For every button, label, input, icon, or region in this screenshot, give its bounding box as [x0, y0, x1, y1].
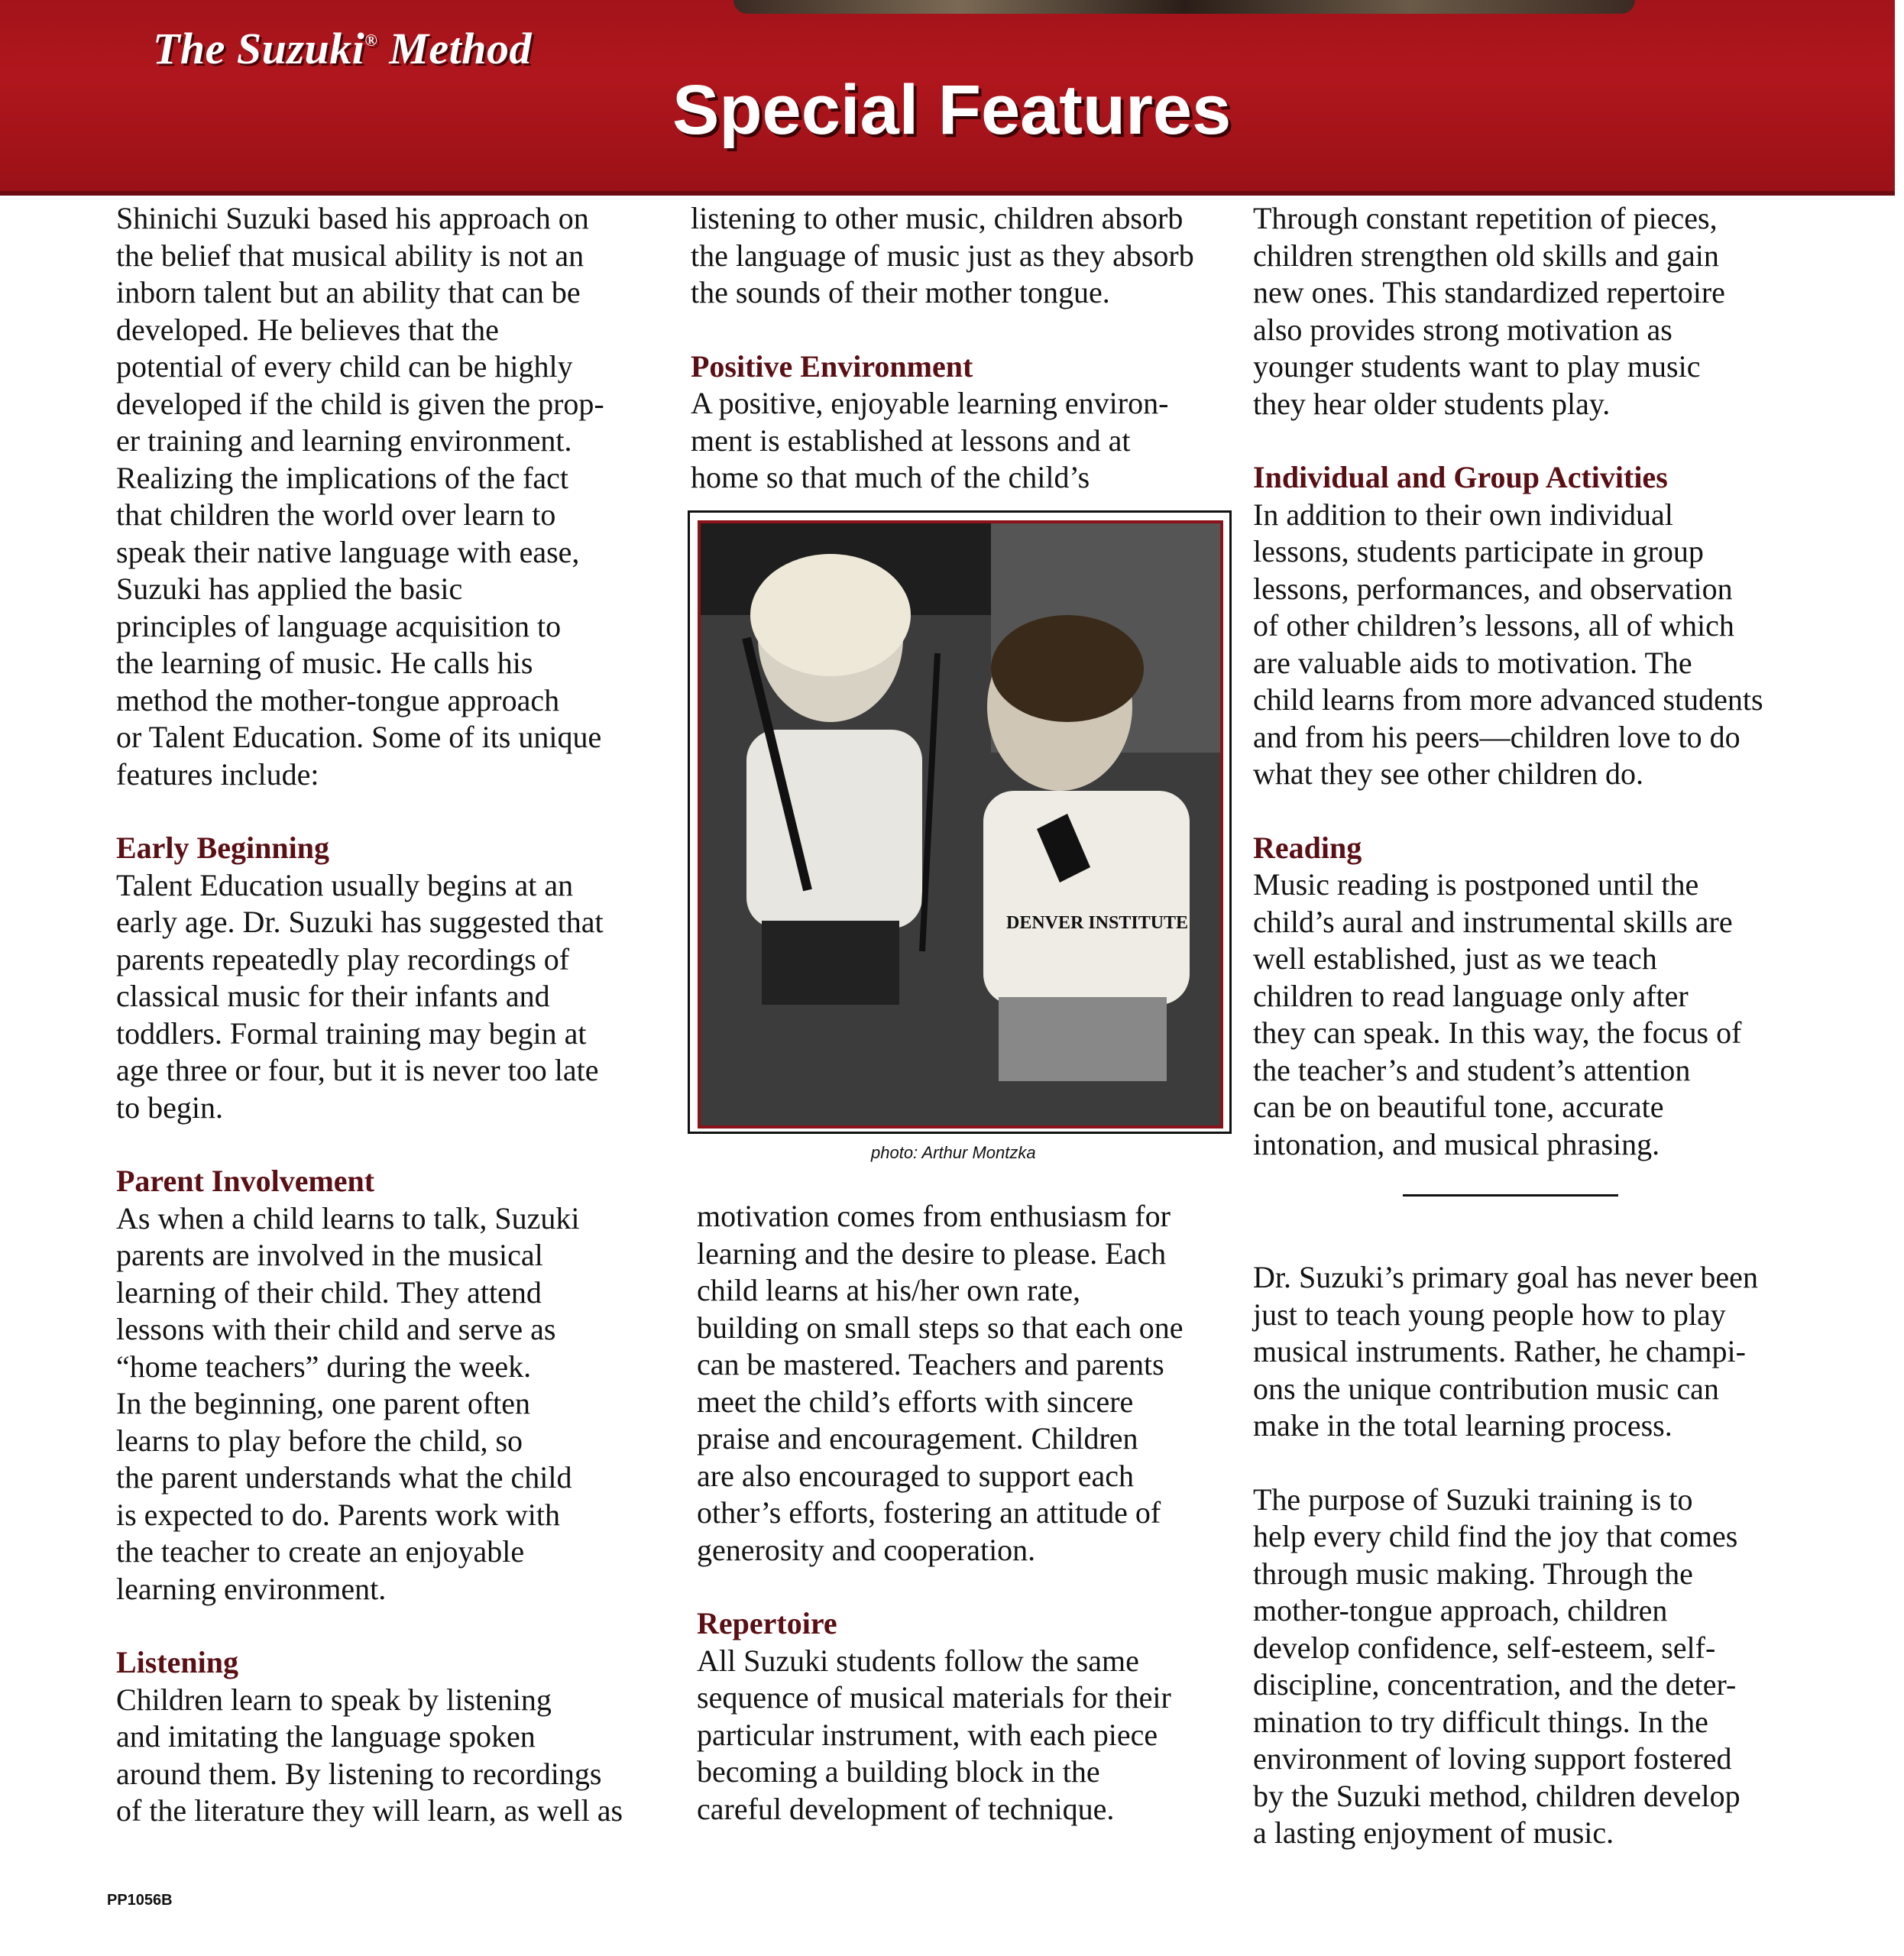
- text-line: developed if the child is given the prop-: [116, 386, 604, 421]
- series-title: [153, 23, 532, 74]
- heading-group-activities: Individual and Group Activities: [1253, 460, 1668, 494]
- series-title-suffix: Method: [377, 24, 533, 73]
- text-line: potential of every child can be highly: [116, 349, 573, 384]
- text-line: careful development of technique.: [697, 1791, 1115, 1826]
- text-line: classical music for their infants and: [116, 979, 550, 1013]
- text-line: Shinichi Suzuki based his approach on: [116, 201, 589, 235]
- text-line: mination to try difficult things. In the: [1253, 1704, 1708, 1739]
- text-line: particular instrument, with each piece: [697, 1717, 1158, 1752]
- early-beginning-paragraph: [116, 867, 682, 1127]
- text-line: what they see other children do.: [1253, 756, 1643, 791]
- text-line: of other children’s lessons, all of which: [1253, 608, 1734, 643]
- text-line: also provides strong motivation as: [1253, 312, 1672, 347]
- text-line: Music reading is postponed until the: [1253, 867, 1699, 902]
- text-line: The purpose of Suzuki training is to: [1253, 1482, 1693, 1517]
- text-line: the language of music just as they absorb: [691, 238, 1194, 273]
- text-line: child learns at his/her own rate,: [697, 1273, 1081, 1307]
- text-line: er training and learning environment.: [116, 423, 572, 458]
- heading-reading: Reading: [1253, 830, 1362, 865]
- photo-illustration: [701, 523, 1220, 1125]
- text-line: Suzuki has applied the basic: [116, 572, 463, 606]
- parent-involvement-paragraph: [116, 1200, 682, 1608]
- text-line: the teacher’s and student’s attention: [1253, 1052, 1691, 1087]
- photo-caption: photo: Arthur Montzka: [871, 1143, 1036, 1162]
- text-line: around them. By listening to recordings: [116, 1756, 602, 1791]
- text-line: the learning of music. He calls his: [116, 646, 533, 680]
- text-line: early age. Dr. Suzuki has suggested that: [116, 905, 604, 939]
- text-line: parents are involved in the musical: [116, 1238, 543, 1272]
- text-line: As when a child learns to talk, Suzuki: [116, 1200, 580, 1235]
- section-divider: [1403, 1194, 1618, 1197]
- text-line: inborn talent but an ability that can be: [116, 275, 581, 309]
- text-line: becoming a building block in the: [697, 1754, 1100, 1789]
- text-line: well established, just as we teach: [1253, 941, 1657, 976]
- heading-listening: Listening: [116, 1645, 239, 1679]
- text-line: praise and encouragement. Children: [697, 1421, 1138, 1456]
- text-line: and from his peers—children love to do: [1253, 719, 1740, 754]
- text-line: by the Suzuki method, children develop: [1253, 1778, 1740, 1813]
- text-line: In the beginning, one parent often: [116, 1386, 531, 1420]
- text-line: Talent Education usually begins at an: [116, 867, 574, 902]
- text-line: they can speak. In this way, the focus of: [1253, 1015, 1742, 1050]
- text-line: mother-tongue approach, children: [1253, 1593, 1668, 1627]
- text-line: motivation comes from enthusiasm for: [697, 1199, 1171, 1233]
- text-line: the sounds of their mother tongue.: [691, 275, 1110, 309]
- column-2-bottom: [697, 1198, 1247, 1828]
- positive-environment-paragraph: [691, 385, 1241, 497]
- child-2-shorts: [999, 997, 1167, 1081]
- text-line: the teacher to create an enjoyable: [116, 1534, 525, 1569]
- text-line: learns to play before the child, so: [116, 1423, 523, 1458]
- text-line: ons the unique contribution music can: [1253, 1371, 1719, 1406]
- text-line: learning of their child. They attend: [116, 1274, 542, 1310]
- repertoire-continued-paragraph: [1253, 200, 1834, 423]
- heading-parent-involvement: Parent Involvement: [116, 1164, 375, 1198]
- header-banner: [0, 0, 1895, 196]
- text-line: younger students want to play music: [1253, 349, 1701, 384]
- text-line: through music making. Through the: [1253, 1556, 1693, 1591]
- text-line: and imitating the language spoken: [116, 1719, 536, 1754]
- child-2-shirt: [983, 791, 1190, 1005]
- listening-continued-paragraph: [691, 200, 1241, 312]
- goal-paragraph: [1253, 1259, 1834, 1445]
- child-1-shorts: [762, 921, 899, 1005]
- text-line: are valuable aids to motivation. The: [1253, 645, 1692, 680]
- text-line: that children the world over learn to: [116, 497, 556, 532]
- text-line: new ones. This standardized repertoire: [1253, 275, 1725, 309]
- banner-photo-strip: [733, 0, 1635, 14]
- text-line: a lasting enjoyment of music.: [1253, 1815, 1614, 1850]
- text-line: meet the child’s efforts with sincere: [697, 1384, 1134, 1419]
- text-line: principles of language acquisition to: [116, 608, 562, 643]
- text-line: Dr. Suzuki’s primary goal has never been: [1253, 1260, 1758, 1294]
- text-line: is expected to do. Parents work with: [116, 1497, 560, 1532]
- text-line: children to read language only after: [1253, 978, 1689, 1013]
- column-2-top: [691, 200, 1241, 497]
- children-with-bows-photo: [698, 520, 1223, 1129]
- column-3: [1253, 200, 1834, 1852]
- text-line: intonation, and musical phrasing.: [1253, 1126, 1660, 1161]
- text-line: discipline, concentration, and the deter-: [1253, 1667, 1737, 1702]
- text-line: toddlers. Formal training may begin at: [116, 1015, 587, 1051]
- text-line: method the mother-tongue approach: [116, 682, 560, 717]
- reading-paragraph: [1253, 866, 1834, 1163]
- text-line: Children learn to speak by listening: [116, 1682, 552, 1717]
- heading-early-beginning: Early Beginning: [116, 831, 329, 865]
- text-line: child learns from more advanced students: [1253, 682, 1763, 717]
- text-line: learning environment.: [116, 1571, 387, 1606]
- text-line: children strengthen old skills and gain: [1253, 238, 1719, 273]
- text-line: features include:: [116, 756, 319, 792]
- text-line: home so that much of the child’s: [691, 460, 1090, 494]
- text-line: develop confidence, self-esteem, self-: [1253, 1630, 1716, 1665]
- purpose-paragraph: [1253, 1482, 1834, 1852]
- text-line: learning and the desire to please. Each: [697, 1235, 1167, 1271]
- registered-mark: ®: [364, 31, 378, 50]
- text-line: developed. He believes that the: [116, 312, 499, 347]
- group-activities-paragraph: [1253, 497, 1834, 793]
- text-line: In addition to their own individual: [1253, 497, 1673, 532]
- listening-paragraph: [116, 1682, 682, 1830]
- text-line: All Suzuki students follow the same: [697, 1643, 1139, 1678]
- repertoire-paragraph: [697, 1643, 1247, 1828]
- text-line: of the literature they will learn, as well as: [116, 1793, 623, 1828]
- text-line: can be mastered. Teachers and parents: [697, 1347, 1164, 1381]
- text-line: lessons, students participate in group: [1253, 534, 1704, 568]
- text-line: building on small steps so that each one: [697, 1310, 1184, 1345]
- text-line: lessons, performances, and observation: [1253, 571, 1733, 606]
- heading-positive-environment: Positive Environment: [691, 348, 973, 384]
- intro-paragraph: [116, 200, 682, 793]
- text-line: just to teach young people how to play: [1253, 1297, 1726, 1332]
- text-line: the belief that musical ability is not an: [116, 238, 584, 273]
- text-line: musical instruments. Rather, he champi-: [1253, 1334, 1746, 1368]
- text-line: parents repeatedly play recordings of: [116, 941, 570, 976]
- shirt-text: DENVER INSTITUTE: [1006, 913, 1189, 933]
- column-1: [116, 200, 682, 1830]
- photo-frame: [688, 510, 1232, 1134]
- text-line: make in the total learning process.: [1253, 1408, 1672, 1443]
- text-line: environment of loving support fostered: [1253, 1741, 1732, 1776]
- text-line: ment is established at lessons and at: [691, 423, 1131, 458]
- text-line: “home teachers” during the week.: [116, 1349, 532, 1384]
- text-line: A positive, enjoyable learning environ-: [691, 386, 1169, 420]
- text-line: or Talent Education. Some of its unique: [116, 720, 602, 754]
- text-line: sequence of musical materials for their: [697, 1680, 1171, 1715]
- text-line: can be on beautiful tone, accurate: [1253, 1090, 1664, 1124]
- text-line: lessons with their child and serve as: [116, 1312, 556, 1346]
- heading-repertoire: Repertoire: [697, 1606, 837, 1640]
- text-line: the parent understands what the child: [116, 1460, 572, 1495]
- text-line: to begin.: [116, 1090, 223, 1125]
- footer-product-code: PP1056B: [107, 1892, 173, 1909]
- text-line: other’s efforts, fostering an attitude of: [697, 1495, 1161, 1530]
- text-line: speak their native language with ease,: [116, 534, 580, 569]
- text-line: generosity and cooperation.: [697, 1532, 1036, 1567]
- text-line: are also encouraged to support each: [697, 1458, 1134, 1493]
- text-line: help every child find the joy that comes: [1253, 1519, 1738, 1553]
- text-line: age three or four, but it is never too late: [116, 1053, 599, 1087]
- series-title-text: The Suzuki: [153, 24, 365, 73]
- text-line: listening to other music, children absorb: [691, 201, 1184, 235]
- positive-environment-continued-paragraph: [697, 1198, 1247, 1569]
- text-line: they hear older students play.: [1253, 386, 1611, 421]
- text-line: Realizing the implications of the fact: [116, 460, 569, 495]
- text-line: Through constant repetition of pieces,: [1253, 201, 1718, 235]
- page-title: Special Features: [672, 71, 1232, 149]
- text-line: child’s aural and instrumental skills are: [1253, 904, 1733, 939]
